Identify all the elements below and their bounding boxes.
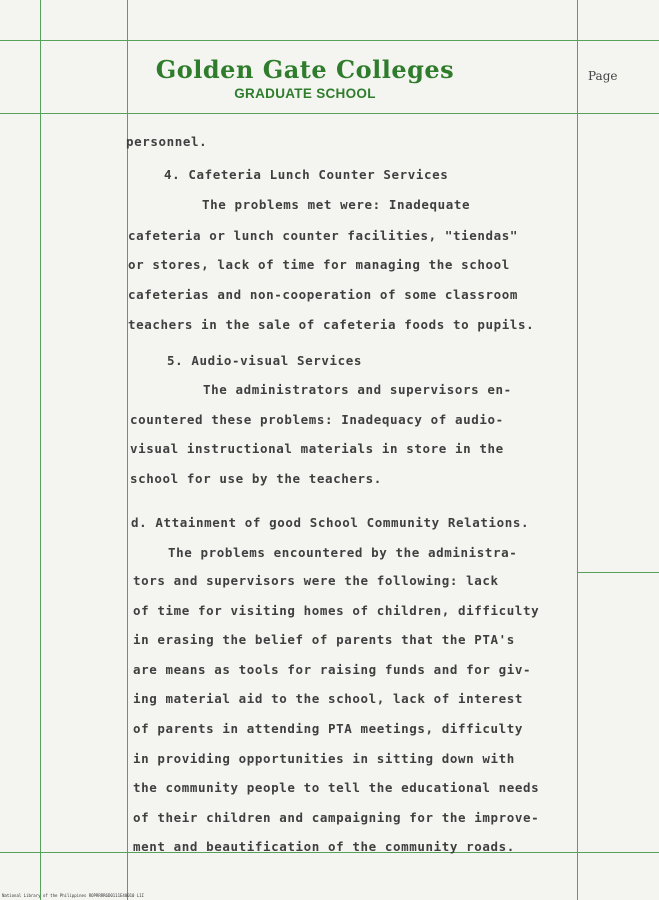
text-line: visual instructional materials in store in the (130, 441, 504, 456)
text-line: teachers in the sale of cafeteria foods to pupils. (128, 317, 535, 332)
text-line: of time for visiting homes of children, difficulty (133, 603, 540, 618)
text-line: of parents in attending PTA meetings, difficulty (133, 721, 524, 736)
text-line: in providing opportunities in sitting down with (133, 751, 515, 766)
frame-line-header-bottom (0, 113, 659, 114)
text-line: The administrators and supervisors en- (203, 382, 512, 397)
text-line: are means as tools for raising funds and for giv- (133, 662, 532, 677)
page-label: Page (588, 69, 618, 83)
section-heading: 4. Cafeteria Lunch Counter Services (164, 167, 449, 182)
text-line: cafeteria or lunch counter facilities, "tiendas" (128, 228, 519, 243)
text-line: personnel. (126, 134, 208, 149)
frame-line-right-mid (577, 572, 659, 573)
section-heading: d. Attainment of good School Community Relations. (131, 515, 530, 530)
frame-line-right (577, 0, 578, 900)
text-line: in erasing the belief of parents that the PTA's (133, 632, 515, 647)
text-line: the community people to tell the educational needs (133, 780, 540, 795)
text-line: countered these problems: Inadequacy of audio- (130, 412, 504, 427)
section-heading: 5. Audio-visual Services (167, 353, 363, 368)
institution-name: Golden Gate Colleges (155, 55, 455, 84)
text-line: of their children and campaigning for the improve- (133, 810, 540, 825)
text-line: tors and supervisors were the following: lack (133, 573, 499, 588)
text-line: cafeterias and non-cooperation of some classroom (128, 287, 519, 302)
text-line: The problems met were: Inadequate (202, 197, 471, 212)
text-line: school for use by the teachers. (130, 471, 382, 486)
text-line: The problems encountered by the administra- (168, 545, 518, 560)
text-line: ing material aid to the school, lack of interest (133, 691, 524, 706)
text-line: or stores, lack of time for managing the school (128, 257, 510, 272)
frame-line-top (0, 40, 659, 41)
text-line: ment and beautification of the community roads. (133, 839, 515, 854)
frame-line-left-outer (40, 0, 41, 900)
archive-footer: National Library of the Philippines ROPRRRR6D0111E40010 L1I (2, 893, 145, 898)
school-name: GRADUATE SCHOOL (234, 86, 376, 101)
